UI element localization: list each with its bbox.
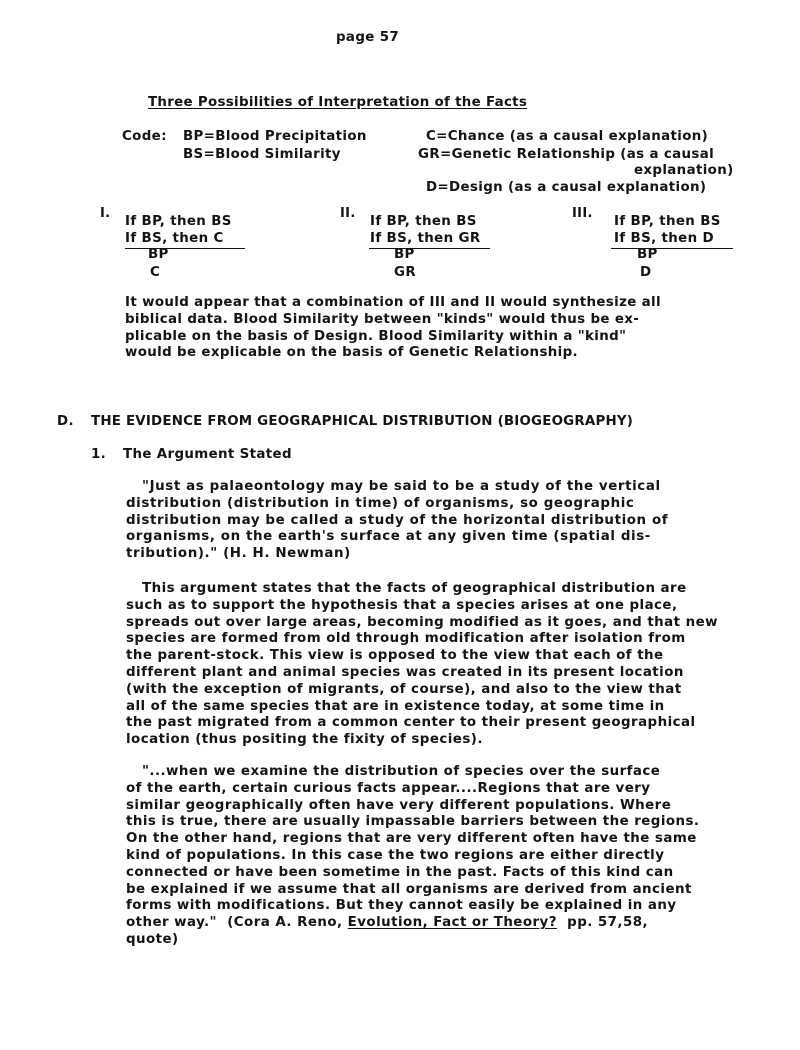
syllogism-rule [369, 248, 490, 249]
syllogism-premise: BP [637, 247, 658, 262]
text-line: the past migrated from a common center to their present geographical [126, 715, 696, 731]
code-c: C=Chance (as a causal explanation) [426, 129, 709, 144]
argument-paragraph [126, 581, 718, 749]
text-line: On the other hand, regions that are very different often have the same [126, 831, 697, 847]
text-line: quote) [126, 931, 179, 947]
code-gr: GR=Genetic Relationship (as a causal [418, 147, 715, 162]
text-line: tribution)." (H. H. Newman) [126, 546, 351, 562]
syllogism-line: If BP, then BS [370, 214, 477, 229]
text-line: organisms, on the earth's surface at any given time (spatial dis- [126, 529, 651, 545]
synthesis-paragraph [125, 295, 661, 362]
page-number: page 57 [336, 30, 400, 45]
syllogism-conclusion: D [640, 265, 652, 280]
text-line: the parent-stock. This view is opposed to the view that each of the [126, 648, 664, 664]
syllogism-premise: BP [394, 247, 415, 262]
syllogism-conclusion: GR [394, 265, 417, 280]
citation-text: other way." (Cora A. Reno, [126, 915, 348, 931]
code-label: Code: [122, 129, 167, 144]
code-d: D=Design (as a causal explanation) [426, 180, 707, 195]
text-line: location (thus positing the fixity of species). [126, 732, 483, 748]
text-line: kind of populations. In this case the two regions are either directly [126, 847, 665, 863]
text-line: biblical data. Blood Similarity between "kinds" would thus be ex- [125, 311, 640, 327]
citation-line [126, 915, 699, 932]
text-line: connected or have been sometime in the past. Facts of this kind can [126, 864, 674, 880]
quote-reno [126, 764, 699, 949]
text-line: forms with modifications. But they cannot easily be explained in any [126, 898, 677, 914]
syllogism-rule [611, 248, 733, 249]
syllogism-line: If BP, then BS [614, 214, 721, 229]
text-line: "...when we examine the distribution of species over the surface [142, 764, 661, 779]
syllogism-line: If BS, then GR [370, 231, 481, 246]
text-line: distribution (distribution in time) of organisms, so geographic [126, 495, 635, 511]
text-line: different plant and animal species was created in its present location [126, 664, 684, 680]
citation-pages: pp. 57,58, [556, 915, 649, 931]
syllogism-conclusion: C [150, 265, 161, 280]
subsection-number: 1. [91, 447, 107, 462]
code-gr-cont: explanation) [634, 163, 734, 178]
text-line: similar geographically often have very different populations. Where [126, 797, 672, 813]
code-bs: BS=Blood Similarity [183, 147, 341, 162]
syllogism-numeral: I. [100, 206, 111, 221]
text-line: "Just as palaeontology may be said to be a study of the vertical [142, 479, 661, 494]
text-line: this is true, there are usually impassable barriers between the regions. [126, 814, 700, 830]
section-title: Three Possibilities of Interpretation of the Facts [148, 95, 528, 110]
code-bp: BP=Blood Precipitation [183, 129, 367, 144]
text-line: (with the exception of migrants, of course), and also to the view that [126, 681, 682, 697]
syllogism-rule [125, 248, 245, 249]
text-line: It would appear that a combination of III and II would synthesize all [125, 295, 661, 310]
subsection-heading: The Argument Stated [123, 447, 292, 462]
text-line: would be explicable on the basis of Genetic Relationship. [125, 345, 578, 361]
book-title: Evolution, Fact or Theory? [347, 915, 557, 931]
syllogism-line: If BS, then D [614, 231, 714, 246]
text-line: species are formed from old through modification after isolation from [126, 631, 686, 647]
text-line: distribution may be called a study of the horizontal distribution of [126, 512, 669, 528]
section-d-heading: THE EVIDENCE FROM GEOGRAPHICAL DISTRIBUTION (BIOGEOGRAPHY) [91, 414, 634, 429]
text-line: such as to support the hypothesis that a species arises at one place, [126, 597, 678, 613]
text-line: spreads out over large areas, becoming modified as it goes, and that new [126, 614, 718, 630]
section-d-letter: D. [57, 414, 74, 429]
syllogism-numeral: II. [340, 206, 356, 221]
syllogism-numeral: III. [572, 206, 593, 221]
quote-newman [126, 479, 668, 563]
text-line: of the earth, certain curious facts appear....Regions that are very [126, 780, 651, 796]
text-line: This argument states that the facts of geographical distribution are [142, 581, 687, 596]
text-line: plicable on the basis of Design. Blood Similarity within a "kind" [125, 328, 627, 344]
text-line: be explained if we assume that all organisms are derived from ancient [126, 881, 692, 897]
syllogism-line: If BS, then C [125, 231, 224, 246]
text-line: all of the same species that are in existence today, at some time in [126, 698, 665, 714]
syllogism-premise: BP [148, 247, 169, 262]
syllogism-line: If BP, then BS [125, 214, 232, 229]
